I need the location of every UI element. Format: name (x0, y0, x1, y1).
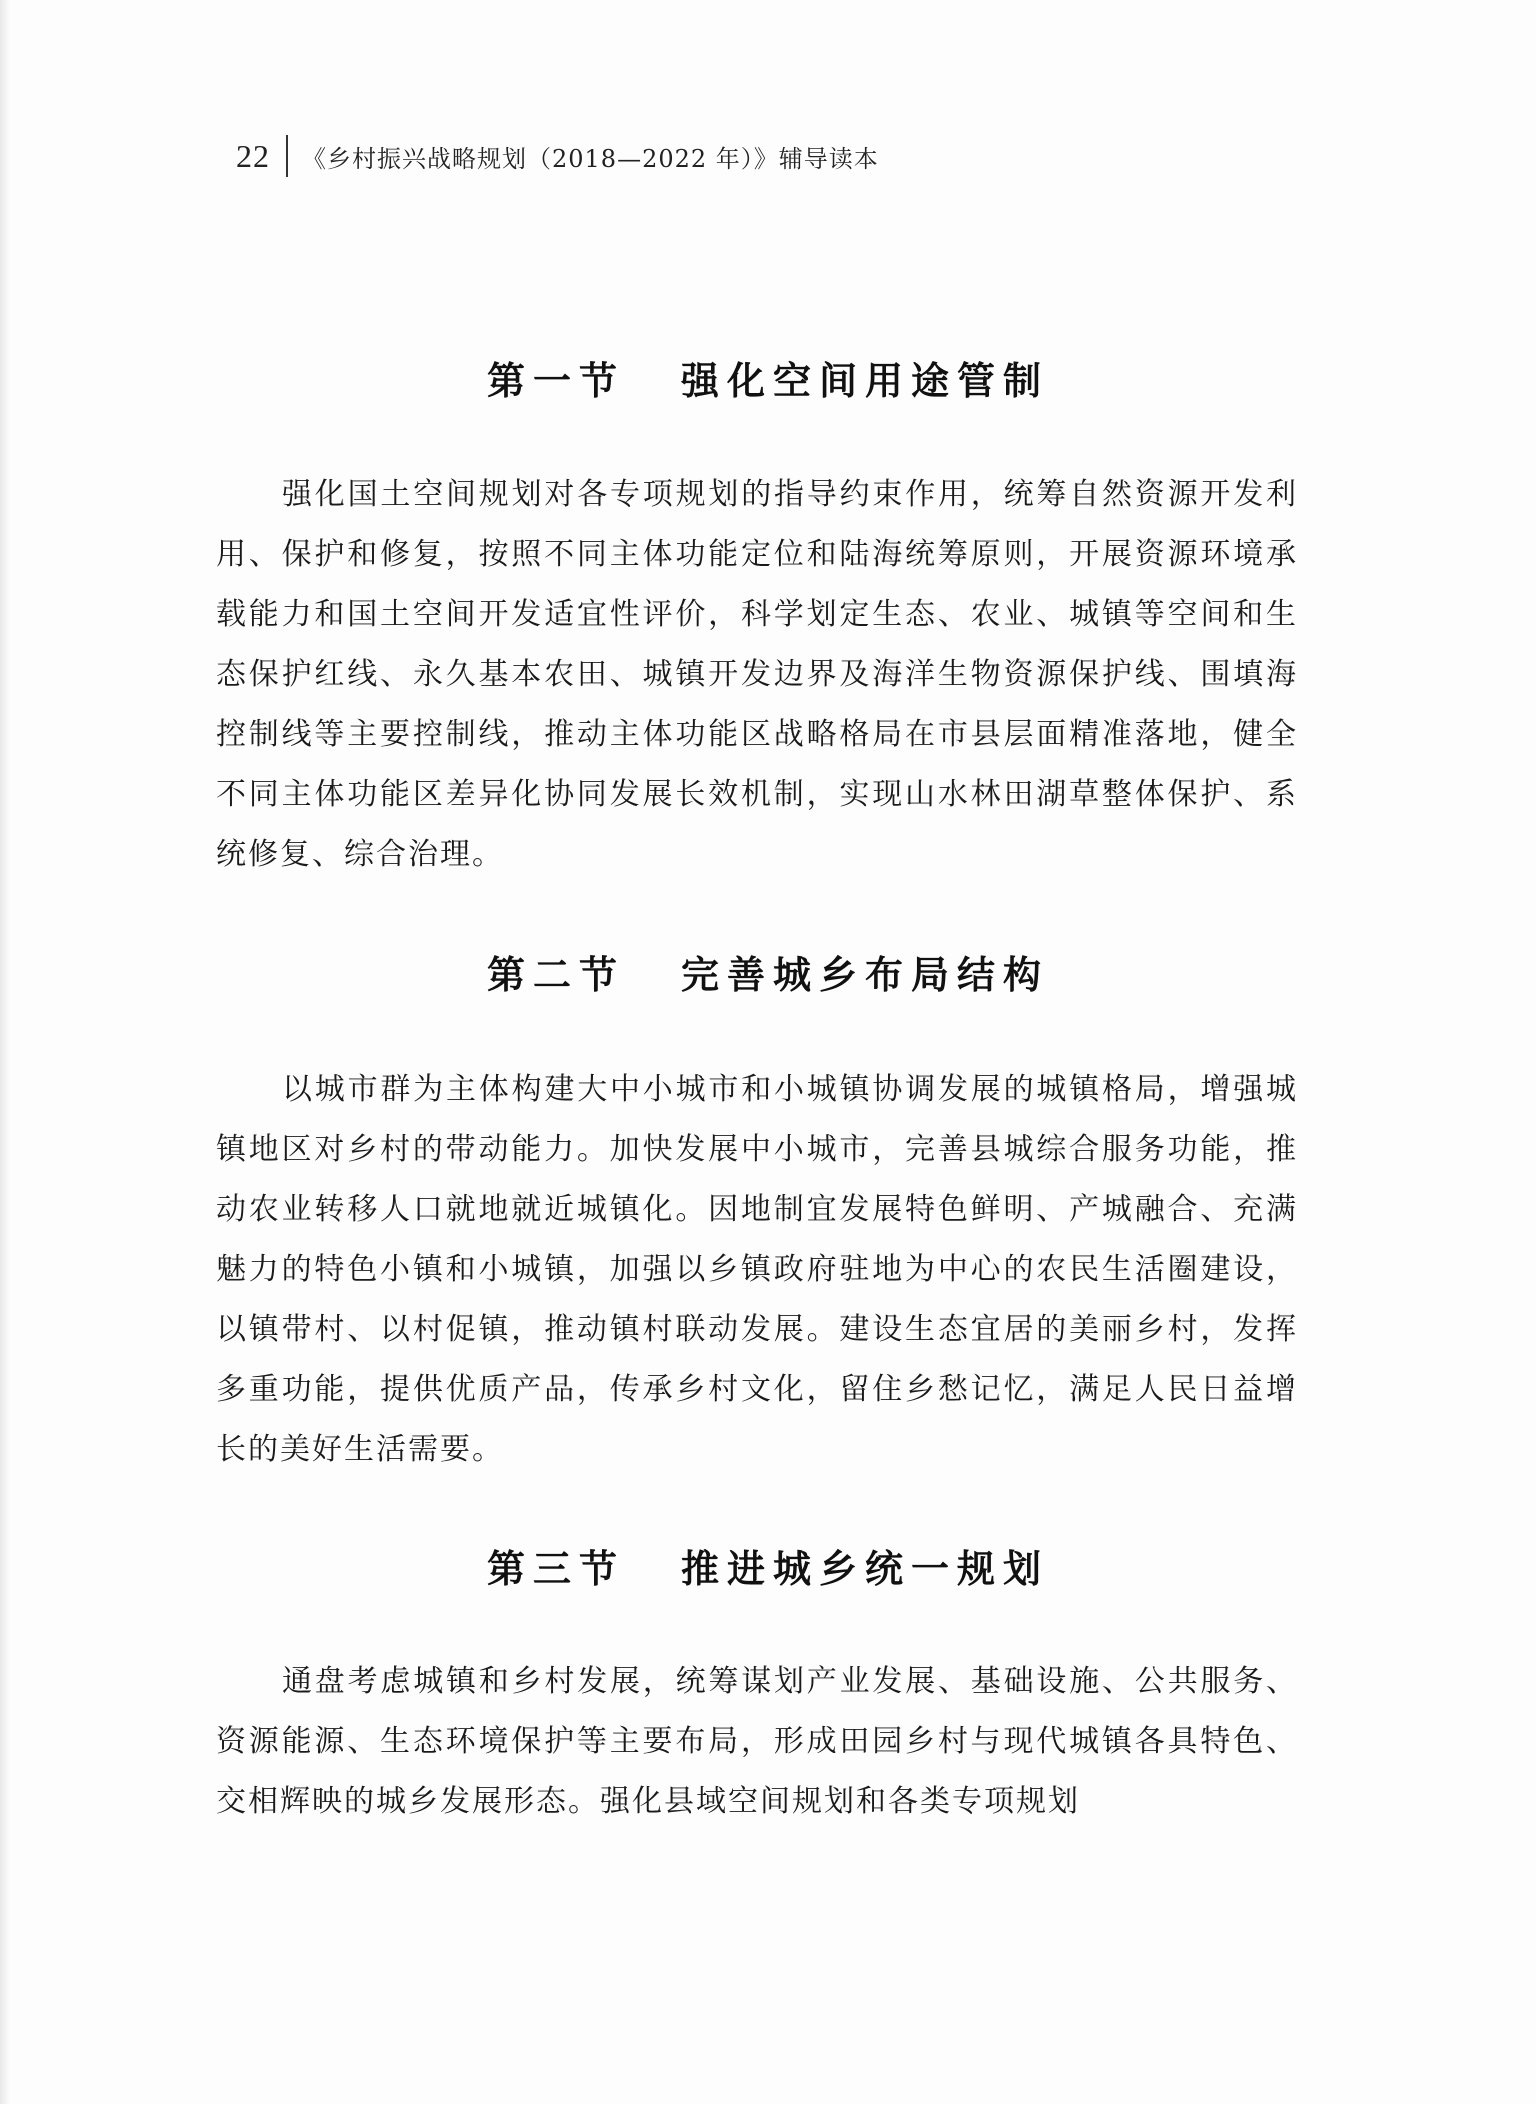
section-heading-2 (0, 944, 1536, 999)
running-head (236, 134, 879, 178)
section-heading-3 (0, 1538, 1536, 1593)
book-title: 《乡村振兴战略规划（2018—2022 年）》辅导读本 (302, 144, 879, 173)
section-heading-1 (0, 350, 1536, 405)
section-3-paragraph: 通盘考虑城镇和乡村发展，统筹谋划产业发展、基础设施、公共服务、资源能源、生态环境保护等主要布局，形成田园乡村与现代城镇各具特色、交相辉映的城乡发展形态。强化县域空间规划和各类专项规划 (216, 1664, 1298, 1819)
section-title: 推进城乡统一规划 (681, 1547, 1050, 1591)
page-number: 22 (236, 137, 270, 174)
section-1-paragraph: 强化国土空间规划对各专项规划的指导约束作用，统筹自然资源开发利用、保护和修复，按照不同主体功能定位和陆海统筹原则，开展资源环境承载能力和国土空间开发适宜性评价，科学划定生态、农业、城镇等空间和生态保护红线、永久基本农田、城镇开发边界及海洋生物资源保护线、围填海控制线等主要控制线，推动主体功能区战略格局在市县层面精准落地，健全不同主体功能区差异化协同发展长效机制，实现山水林田湖草整体保护、系统修复、综合治理。 (216, 477, 1298, 872)
page-edge-shadow (0, 0, 10, 2104)
section-title: 强化空间用途管制 (681, 359, 1050, 403)
section-2-paragraph: 以城市群为主体构建大中小城市和小城镇协调发展的城镇格局，增强城镇地区对乡村的带动能力。加快发展中小城市，完善县城综合服务功能，推动农业转移人口就地就近城镇化。因地制宜发展特色鲜明、产城融合、充满魅力的特色小镇和小城镇，加强以乡镇政府驻地为中心的农民生活圈建设，以镇带村、以村促镇，推动镇村联动发展。建设生态宜居的美丽乡村，发挥多重功能，提供优质产品，传承乡村文化，留住乡愁记忆，满足人民日益增长的美好生活需要。 (216, 1072, 1298, 1467)
section-number: 第三节 (486, 1547, 625, 1591)
section-number: 第二节 (486, 953, 625, 997)
section-title: 完善城乡布局结构 (681, 953, 1050, 997)
section-number: 第一节 (486, 359, 625, 403)
running-head-divider (286, 135, 288, 177)
